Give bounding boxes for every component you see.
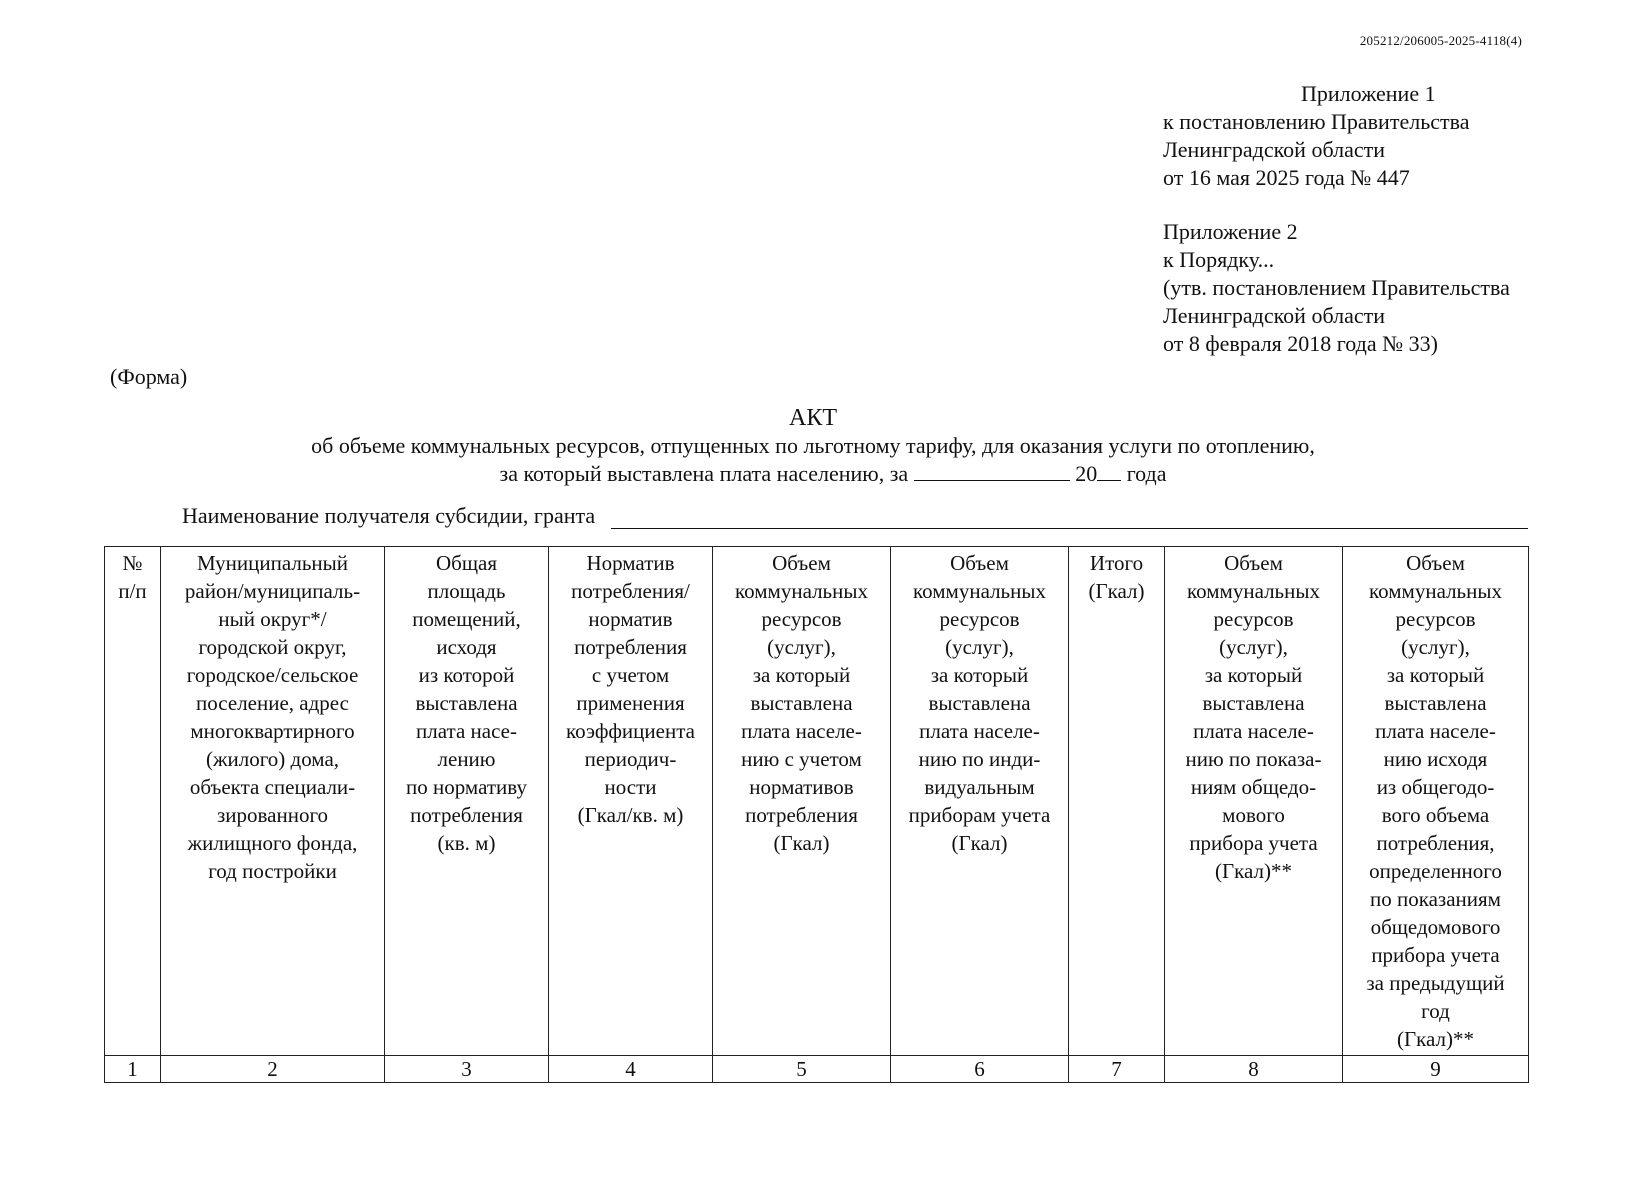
- appendix-2-line: к Порядку...: [1163, 247, 1275, 272]
- form-label: (Форма): [110, 364, 188, 389]
- year-blank-field[interactable]: [1097, 460, 1121, 481]
- column-number-cell: 9: [1343, 1056, 1529, 1083]
- header-cell: Норматив потребления/ норматив потребления с учетом применения коэффициента периодич- ности (Гкал/кв. м): [549, 547, 713, 1056]
- column-number-cell: 5: [713, 1056, 891, 1083]
- appendix-2-block: [1163, 218, 1510, 358]
- appendix-2-line: (утв. постановлением Правительства: [1163, 275, 1510, 300]
- table-number-row: [105, 1056, 1529, 1083]
- appendix-2-line: от 8 февраля 2018 года № 33): [1163, 331, 1438, 356]
- appendix-1-line: Ленинградской области: [1163, 137, 1385, 162]
- appendix-1-block: [1163, 80, 1469, 192]
- appendix-1-line: к постановлению Правительства: [1163, 109, 1470, 134]
- header-cell: Общая площадь помещений, исходя из которой выставлена плата насе- лению по нормативу потребления (кв. м): [385, 547, 549, 1056]
- period-blank-field[interactable]: [914, 460, 1070, 481]
- header-cell: Муниципальный район/муниципаль- ный округ*/ городской округ, городское/сельское поселение, адрес многоквартирного (жилого) дома, объекта специали- зированного жилищного фонда, год постройки: [161, 547, 385, 1056]
- act-table: [104, 546, 1529, 1083]
- column-number-cell: 1: [105, 1056, 161, 1083]
- header-cell: № п/п: [105, 547, 161, 1056]
- header-cell: Объем коммунальных ресурсов (услуг), за который выставлена плата населе- нию по показа- ниям общедо- мового прибора учета (Гкал)**: [1165, 547, 1343, 1056]
- appendix-2-title: Приложение 2: [1163, 219, 1298, 244]
- column-number-cell: 2: [161, 1056, 385, 1083]
- appendix-1-title: Приложение 1: [1301, 81, 1436, 106]
- act-title-block: [0, 404, 1626, 488]
- act-title: АКТ: [789, 405, 837, 431]
- header-cell: Объем коммунальных ресурсов (услуг), за который выставлена плата населе- нию по инди- видуальным приборам учета (Гкал): [891, 547, 1069, 1056]
- act-subtitle-line2: [0, 460, 1626, 488]
- header-cell: Итого (Гкал): [1069, 547, 1165, 1056]
- act-subtitle-line1: об объеме коммунальных ресурсов, отпущенных по льготному тарифу, для оказания услуги по отоплению,: [311, 433, 1315, 458]
- header-cell: Объем коммунальных ресурсов (услуг), за который выставлена плата населе- нию исходя из общегодо- вого объема потребления, определенного по показаниям общедомового прибора учета за предыдущий год (Гкал)**: [1343, 547, 1529, 1056]
- document-number: 205212/206005-2025-4118(4): [1359, 33, 1522, 48]
- table-header-row: [105, 547, 1529, 1056]
- recipient-row: [182, 503, 1528, 529]
- act-subtitle-end: года: [1126, 461, 1167, 486]
- year-prefix: 20: [1075, 461, 1098, 486]
- appendix-1-line: от 16 мая 2025 года № 447: [1163, 165, 1410, 190]
- column-number-cell: 8: [1165, 1056, 1343, 1083]
- appendix-2-line: Ленинградской области: [1163, 303, 1385, 328]
- act-subtitle-start: за который выставлена плата населению, за: [499, 461, 909, 486]
- header-cell: Объем коммунальных ресурсов (услуг), за который выставлена плата населе- нию с учетом нормативов потребления (Гкал): [713, 547, 891, 1056]
- column-number-cell: 4: [549, 1056, 713, 1083]
- column-number-cell: 3: [385, 1056, 549, 1083]
- recipient-label: Наименование получателя субсидии, гранта: [182, 503, 596, 528]
- column-number-cell: 7: [1069, 1056, 1165, 1083]
- column-number-cell: 6: [891, 1056, 1069, 1083]
- recipient-blank-field[interactable]: [611, 506, 1528, 529]
